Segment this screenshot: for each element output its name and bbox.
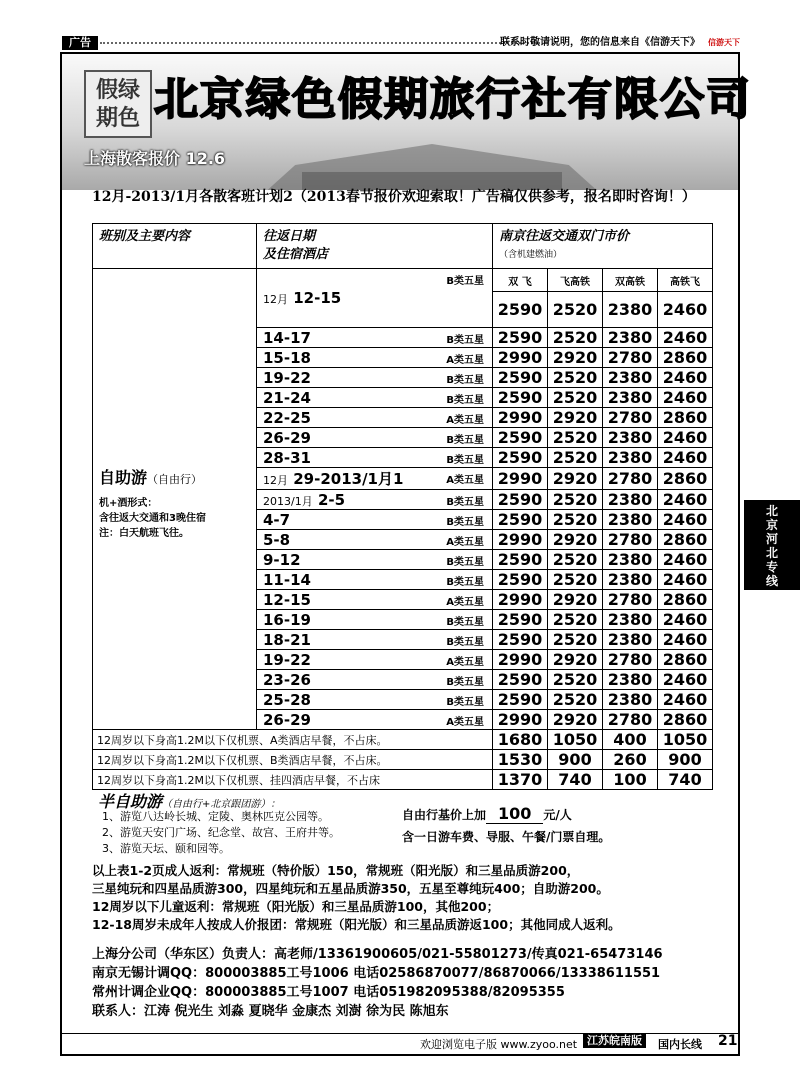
- rebate-line: 以上表1-2页成人返利：常规班（特价版）150，常规班（阳光版）和三星品质游200，: [92, 863, 580, 878]
- price-cell: 2920: [548, 530, 603, 550]
- child-price-row: [93, 750, 713, 770]
- semi-title-main: 半自助游: [98, 792, 163, 811]
- price-cell: 2590: [493, 670, 548, 690]
- price-cell: 2520: [548, 510, 603, 530]
- date-cell: 16-19 B类五星: [257, 610, 493, 630]
- price-cell: 2780: [603, 468, 658, 490]
- date-cell: 9-12 B类五星: [257, 550, 493, 570]
- col-header-date-line1: 往返日期: [263, 229, 316, 244]
- price-cell: 2990: [493, 408, 548, 428]
- date-cell: 12月 12-15 B类五星: [257, 269, 493, 328]
- side-tab-char: 专: [765, 560, 778, 574]
- logo-text: 假绿期色: [95, 77, 140, 131]
- price-cell: 2520: [548, 292, 603, 328]
- price-cell: 2520: [548, 388, 603, 408]
- contact-info: [92, 945, 722, 1021]
- price-cell: 2380: [603, 510, 658, 530]
- contact-line: 上海分公司（华东区）负责人：高老师/13361900605/021-55801273/传真021-65473146: [92, 947, 663, 962]
- price-cell: 2380: [603, 388, 658, 408]
- semi-self-guided-section: [92, 785, 712, 861]
- semi-extra-price: [402, 803, 610, 848]
- price-cell: 2780: [603, 408, 658, 428]
- price-subheader: 飞高铁: [548, 269, 603, 292]
- price-cell: 2380: [603, 428, 658, 448]
- contact-line: 南京无锡计调QQ：800003885工号1006 电话02586870077/86870066/13338611551: [92, 966, 661, 981]
- semi-item: 3、游览天坛、颐和园等。: [102, 842, 230, 855]
- price-cell: 2920: [548, 408, 603, 428]
- price-cell: 2780: [603, 348, 658, 368]
- date-cell: 11-14 B类五星: [257, 570, 493, 590]
- header-divider: [100, 42, 540, 44]
- rebate-info: [92, 862, 712, 934]
- price-cell: 2860: [658, 530, 713, 550]
- price-cell: 2860: [658, 348, 713, 368]
- side-tab-char: 河: [765, 532, 778, 546]
- price-cell: 2460: [658, 610, 713, 630]
- ad-label: 广告: [62, 36, 98, 50]
- price-cell: 2380: [603, 448, 658, 468]
- semi-item: 2、游览天安门广场、纪念堂、故宫、王府井等。: [102, 826, 340, 839]
- price-subheader: 双 飞: [493, 269, 548, 292]
- date-cell: 26-29 A类五星: [257, 710, 493, 730]
- col-header-route: 班别及主要内容: [93, 224, 257, 269]
- side-tab-char: 北: [765, 546, 778, 560]
- price-cell: 2460: [658, 490, 713, 510]
- date-cell: 2013/1月 2-5 B类五星: [257, 490, 493, 510]
- price-cell: 2590: [493, 428, 548, 448]
- date-cell: 19-22 A类五星: [257, 650, 493, 670]
- semi-extra-pre: 自由行基价上加: [402, 808, 487, 822]
- price-cell: 2990: [493, 710, 548, 730]
- date-cell: 21-24 B类五星: [257, 388, 493, 408]
- price-cell: 2590: [493, 550, 548, 570]
- date-cell: 14-17 B类五星: [257, 328, 493, 348]
- date-cell: 5-8 A类五星: [257, 530, 493, 550]
- rebate-line: 12周岁以下儿童返利：常规班（阳光版）和三星品质游100，其他200；: [92, 899, 500, 914]
- price-subheader: 高铁飞: [658, 269, 713, 292]
- col-header-price-title: 南京往返交通双门市价: [499, 229, 630, 244]
- price-cell: 2780: [603, 650, 658, 670]
- col-header-price-note: （含机建燃油）: [499, 250, 563, 260]
- price-cell: 2380: [603, 670, 658, 690]
- date-cell: 22-25 A类五星: [257, 408, 493, 428]
- semi-items: [102, 809, 340, 857]
- price-cell: 2380: [603, 368, 658, 388]
- date-cell: 15-18 A类五星: [257, 348, 493, 368]
- price-cell: 2520: [548, 570, 603, 590]
- price-cell: 2590: [493, 690, 548, 710]
- price-cell: 2460: [658, 328, 713, 348]
- price-cell: 2590: [493, 630, 548, 650]
- price-cell: 2380: [603, 570, 658, 590]
- price-table: [92, 223, 713, 790]
- price-cell: 2460: [658, 550, 713, 570]
- date-cell: 25-28 B类五星: [257, 690, 493, 710]
- price-cell: 2520: [548, 630, 603, 650]
- child-price-cell: 740: [658, 770, 713, 790]
- child-policy-text: 12周岁以下身高1.2M以下仅机票、B类酒店早餐，不占床。: [93, 750, 493, 770]
- price-cell: 2460: [658, 448, 713, 468]
- date-cell: 19-22 B类五星: [257, 368, 493, 388]
- product-desc: 机+酒形式： 含往返大交通和3晚住宿 注：白天航班飞往。: [99, 498, 206, 539]
- price-cell: 2460: [658, 292, 713, 328]
- footer-section: 国内长线: [658, 1038, 702, 1051]
- child-price-cell: 900: [658, 750, 713, 770]
- quote-subtitle: 上海散客报价 12.6: [84, 149, 226, 168]
- price-cell: 2590: [493, 388, 548, 408]
- child-price-cell: 1680: [493, 730, 548, 750]
- price-cell: 2520: [548, 610, 603, 630]
- price-cell: 2520: [548, 670, 603, 690]
- price-cell: 2920: [548, 650, 603, 670]
- page-number: 21: [718, 1033, 738, 1049]
- contact-line: 联系人：江涛 倪光生 刘淼 夏晓华 金康杰 刘澍 徐为民 陈旭东: [92, 1004, 449, 1019]
- child-price-cell: 100: [603, 770, 658, 790]
- price-cell: 2380: [603, 550, 658, 570]
- semi-extra-note: 含一日游车费、导服、午餐/门票自理。: [402, 830, 611, 844]
- price-cell: 2780: [603, 530, 658, 550]
- side-section-tab: [744, 500, 800, 590]
- schedule-headline: 12月-2013/1月各散客班计划2（2013春节报价欢迎索取！广告稿仅供参考，报名即时咨询！）: [92, 189, 696, 205]
- date-cell: 18-21 B类五星: [257, 630, 493, 650]
- price-cell: 2460: [658, 368, 713, 388]
- price-cell: 2590: [493, 490, 548, 510]
- price-cell: 2920: [548, 590, 603, 610]
- price-cell: 2590: [493, 448, 548, 468]
- side-tab-char: 京: [765, 518, 778, 532]
- price-cell: 2380: [603, 490, 658, 510]
- child-price-cell: 1050: [658, 730, 713, 750]
- price-cell: 2990: [493, 468, 548, 490]
- price-cell: 2860: [658, 408, 713, 428]
- price-cell: 2520: [548, 428, 603, 448]
- rebate-line: 12-18周岁未成年人按成人价报团：常规班（阳光版）和三星品质游返100；其他同成人返利。: [92, 917, 621, 932]
- brand-mini-logo: 信游天下: [708, 38, 740, 47]
- price-cell: 2520: [548, 328, 603, 348]
- price-cell: 2520: [548, 448, 603, 468]
- footer-site[interactable]: 欢迎浏览电子版 www.zyoo.net: [420, 1038, 578, 1051]
- price-cell: 2460: [658, 630, 713, 650]
- company-logo: [84, 70, 152, 138]
- price-cell: 2590: [493, 328, 548, 348]
- rebate-line: 三星纯玩和四星品质游300，四星纯玩和五星品质游350，五星至尊纯玩400；自助游200。: [92, 881, 609, 896]
- price-cell: 2380: [603, 292, 658, 328]
- price-cell: 2460: [658, 570, 713, 590]
- price-cell: 2590: [493, 510, 548, 530]
- product-cell: [93, 269, 257, 730]
- price-cell: 2990: [493, 590, 548, 610]
- child-price-cell: 1050: [548, 730, 603, 750]
- contact-note: 联系时敬请说明，您的信息来自《信游天下》: [500, 37, 700, 48]
- price-cell: 2920: [548, 348, 603, 368]
- col-header-date: [257, 224, 493, 269]
- child-policy-text: 12周岁以下身高1.2M以下仅机票、A类酒店早餐，不占床。: [93, 730, 493, 750]
- date-cell: 12月 29-2013/1月1 A类五星: [257, 468, 493, 490]
- price-cell: 2920: [548, 710, 603, 730]
- price-cell: 2590: [493, 570, 548, 590]
- price-cell: 2460: [658, 690, 713, 710]
- child-price-cell: 1370: [493, 770, 548, 790]
- price-cell: 2380: [603, 328, 658, 348]
- price-cell: 2460: [658, 670, 713, 690]
- child-price-row: [93, 730, 713, 750]
- date-cell: 12-15 A类五星: [257, 590, 493, 610]
- price-cell: 2520: [548, 690, 603, 710]
- price-cell: 2860: [658, 710, 713, 730]
- side-tab-char: 线: [765, 574, 778, 588]
- contact-line: 常州计调企业QQ：800003885工号1007 电话051982095388/82095355: [92, 985, 565, 1000]
- date-cell: 23-26 B类五星: [257, 670, 493, 690]
- price-cell: 2860: [658, 590, 713, 610]
- price-cell: 2780: [603, 710, 658, 730]
- child-price-cell: 260: [603, 750, 658, 770]
- price-subheader: 双高铁: [603, 269, 658, 292]
- semi-mode: （自由行+北京跟团游）：: [162, 799, 281, 810]
- semi-item: 1、游览八达岭长城、定陵、奥林匹克公园等。: [102, 810, 329, 823]
- col-header-price: [493, 224, 713, 269]
- price-cell: 2460: [658, 388, 713, 408]
- price-cell: 2520: [548, 368, 603, 388]
- child-price-cell: 1530: [493, 750, 548, 770]
- date-cell: 26-29 B类五星: [257, 428, 493, 448]
- price-cell: 2590: [493, 610, 548, 630]
- company-name: 北京绿色假期旅行社有限公司: [154, 74, 752, 125]
- date-cell: 4-7 B类五星: [257, 510, 493, 530]
- price-cell: 2460: [658, 510, 713, 530]
- price-cell: 2520: [548, 550, 603, 570]
- child-price-cell: 900: [548, 750, 603, 770]
- child-policy-text: 12周岁以下身高1.2M以下仅机票、挂四酒店早餐，不占床: [93, 770, 493, 790]
- semi-extra-amount: 100: [486, 804, 543, 824]
- side-tab-char: 北: [765, 504, 778, 518]
- price-cell: 2990: [493, 348, 548, 368]
- product-title: 自助游（自由行）: [99, 468, 203, 487]
- price-cell: 2860: [658, 468, 713, 490]
- col-header-date-line2: 及住宿酒店: [263, 247, 329, 262]
- date-cell: 28-31 B类五星: [257, 448, 493, 468]
- price-cell: 2380: [603, 690, 658, 710]
- price-cell: 2380: [603, 610, 658, 630]
- price-cell: 2520: [548, 490, 603, 510]
- price-cell: 2590: [493, 292, 548, 328]
- footer-edition-tag: 江苏皖南版: [583, 1034, 646, 1048]
- price-cell: 2460: [658, 428, 713, 448]
- price-cell: 2990: [493, 530, 548, 550]
- child-price-cell: 740: [548, 770, 603, 790]
- price-cell: 2780: [603, 590, 658, 610]
- price-cell: 2380: [603, 630, 658, 650]
- child-price-cell: 400: [603, 730, 658, 750]
- price-cell: 2590: [493, 368, 548, 388]
- price-cell: 2990: [493, 650, 548, 670]
- price-cell: 2920: [548, 468, 603, 490]
- price-cell: 2860: [658, 650, 713, 670]
- semi-extra-unit: 元/人: [543, 808, 572, 822]
